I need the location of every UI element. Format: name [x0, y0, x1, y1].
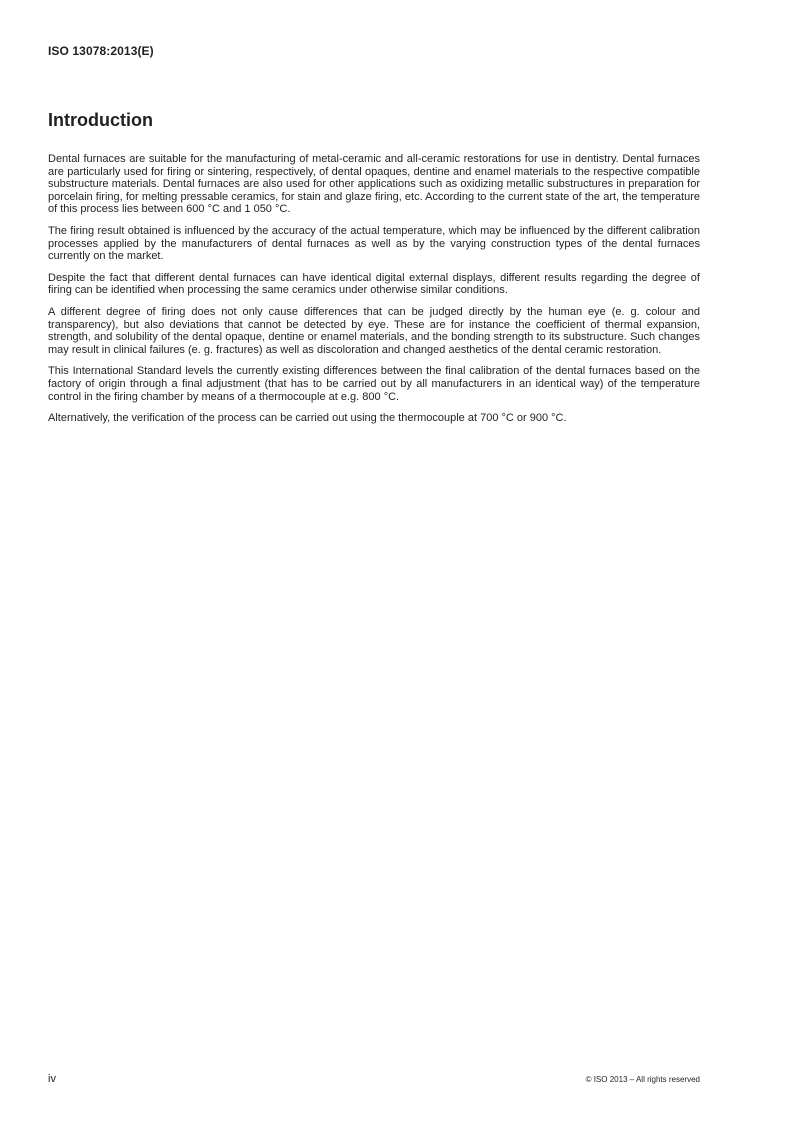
section-title: Introduction — [48, 110, 153, 130]
paragraph: This International Standard levels the currently existing differences between the final calibration of the dental furnaces based on the factory of origin through a final adjustment (that has to be carried out by all manufacturers in an identical way) of the temperature control in the firing chamber by means of a thermocouple at e.g. 800 °C. — [48, 365, 700, 403]
introduction-body — [48, 153, 700, 434]
paragraph: The firing result obtained is influenced by the accuracy of the actual temperature, which may be influenced by the different calibration processes applied by the manufacturers of dental furnaces as well as by the varying construction types of the dental furnaces currently on the market. — [48, 224, 700, 263]
paragraph: A different degree of firing does not only cause differences that can be judged directly by the human eye (e. g. colour and transparency), but also deviations that cannot be detected by eye. These are for instance the coefficient of thermal expansion, strength, and solubility of the dental opaque, dentine or enamel materials, and the bonding strength to its substructure. Such changes may result in clinical failures (e. g. fractures) as well as discoloration and changed aesthetics of the dental ceramic restoration. — [48, 305, 700, 356]
page-number: iv — [48, 1073, 56, 1085]
paragraph: Dental furnaces are suitable for the manufacturing of metal-ceramic and all-ceramic restorations for use in dentistry. Dental furnaces are particularly used for firing or sintering, respectively, of dental opaques, dentine and enamel materials to the respective compatible substructure materials. Dental furnaces are also used for other applications such as oxidizing metallic substructures in preparation for porcelain firing, for melting pressable ceramics, for stain and glaze firing, etc. According to the current state of the art, the temperature of this process lies between 600 °C and 1 050 °C. — [48, 153, 700, 216]
paragraph: Despite the fact that different dental furnaces can have identical digital external displays, different results regarding the degree of firing can be identified when processing the same ceramics under otherwise similar conditions. — [48, 271, 700, 297]
paragraph: Alternatively, the verification of the process can be carried out using the thermocouple at 700 °C or 900 °C. — [48, 412, 567, 425]
document-identifier: ISO 13078:2013(E) — [48, 44, 154, 58]
copyright-notice: © ISO 2013 – All rights reserved — [585, 1075, 700, 1084]
